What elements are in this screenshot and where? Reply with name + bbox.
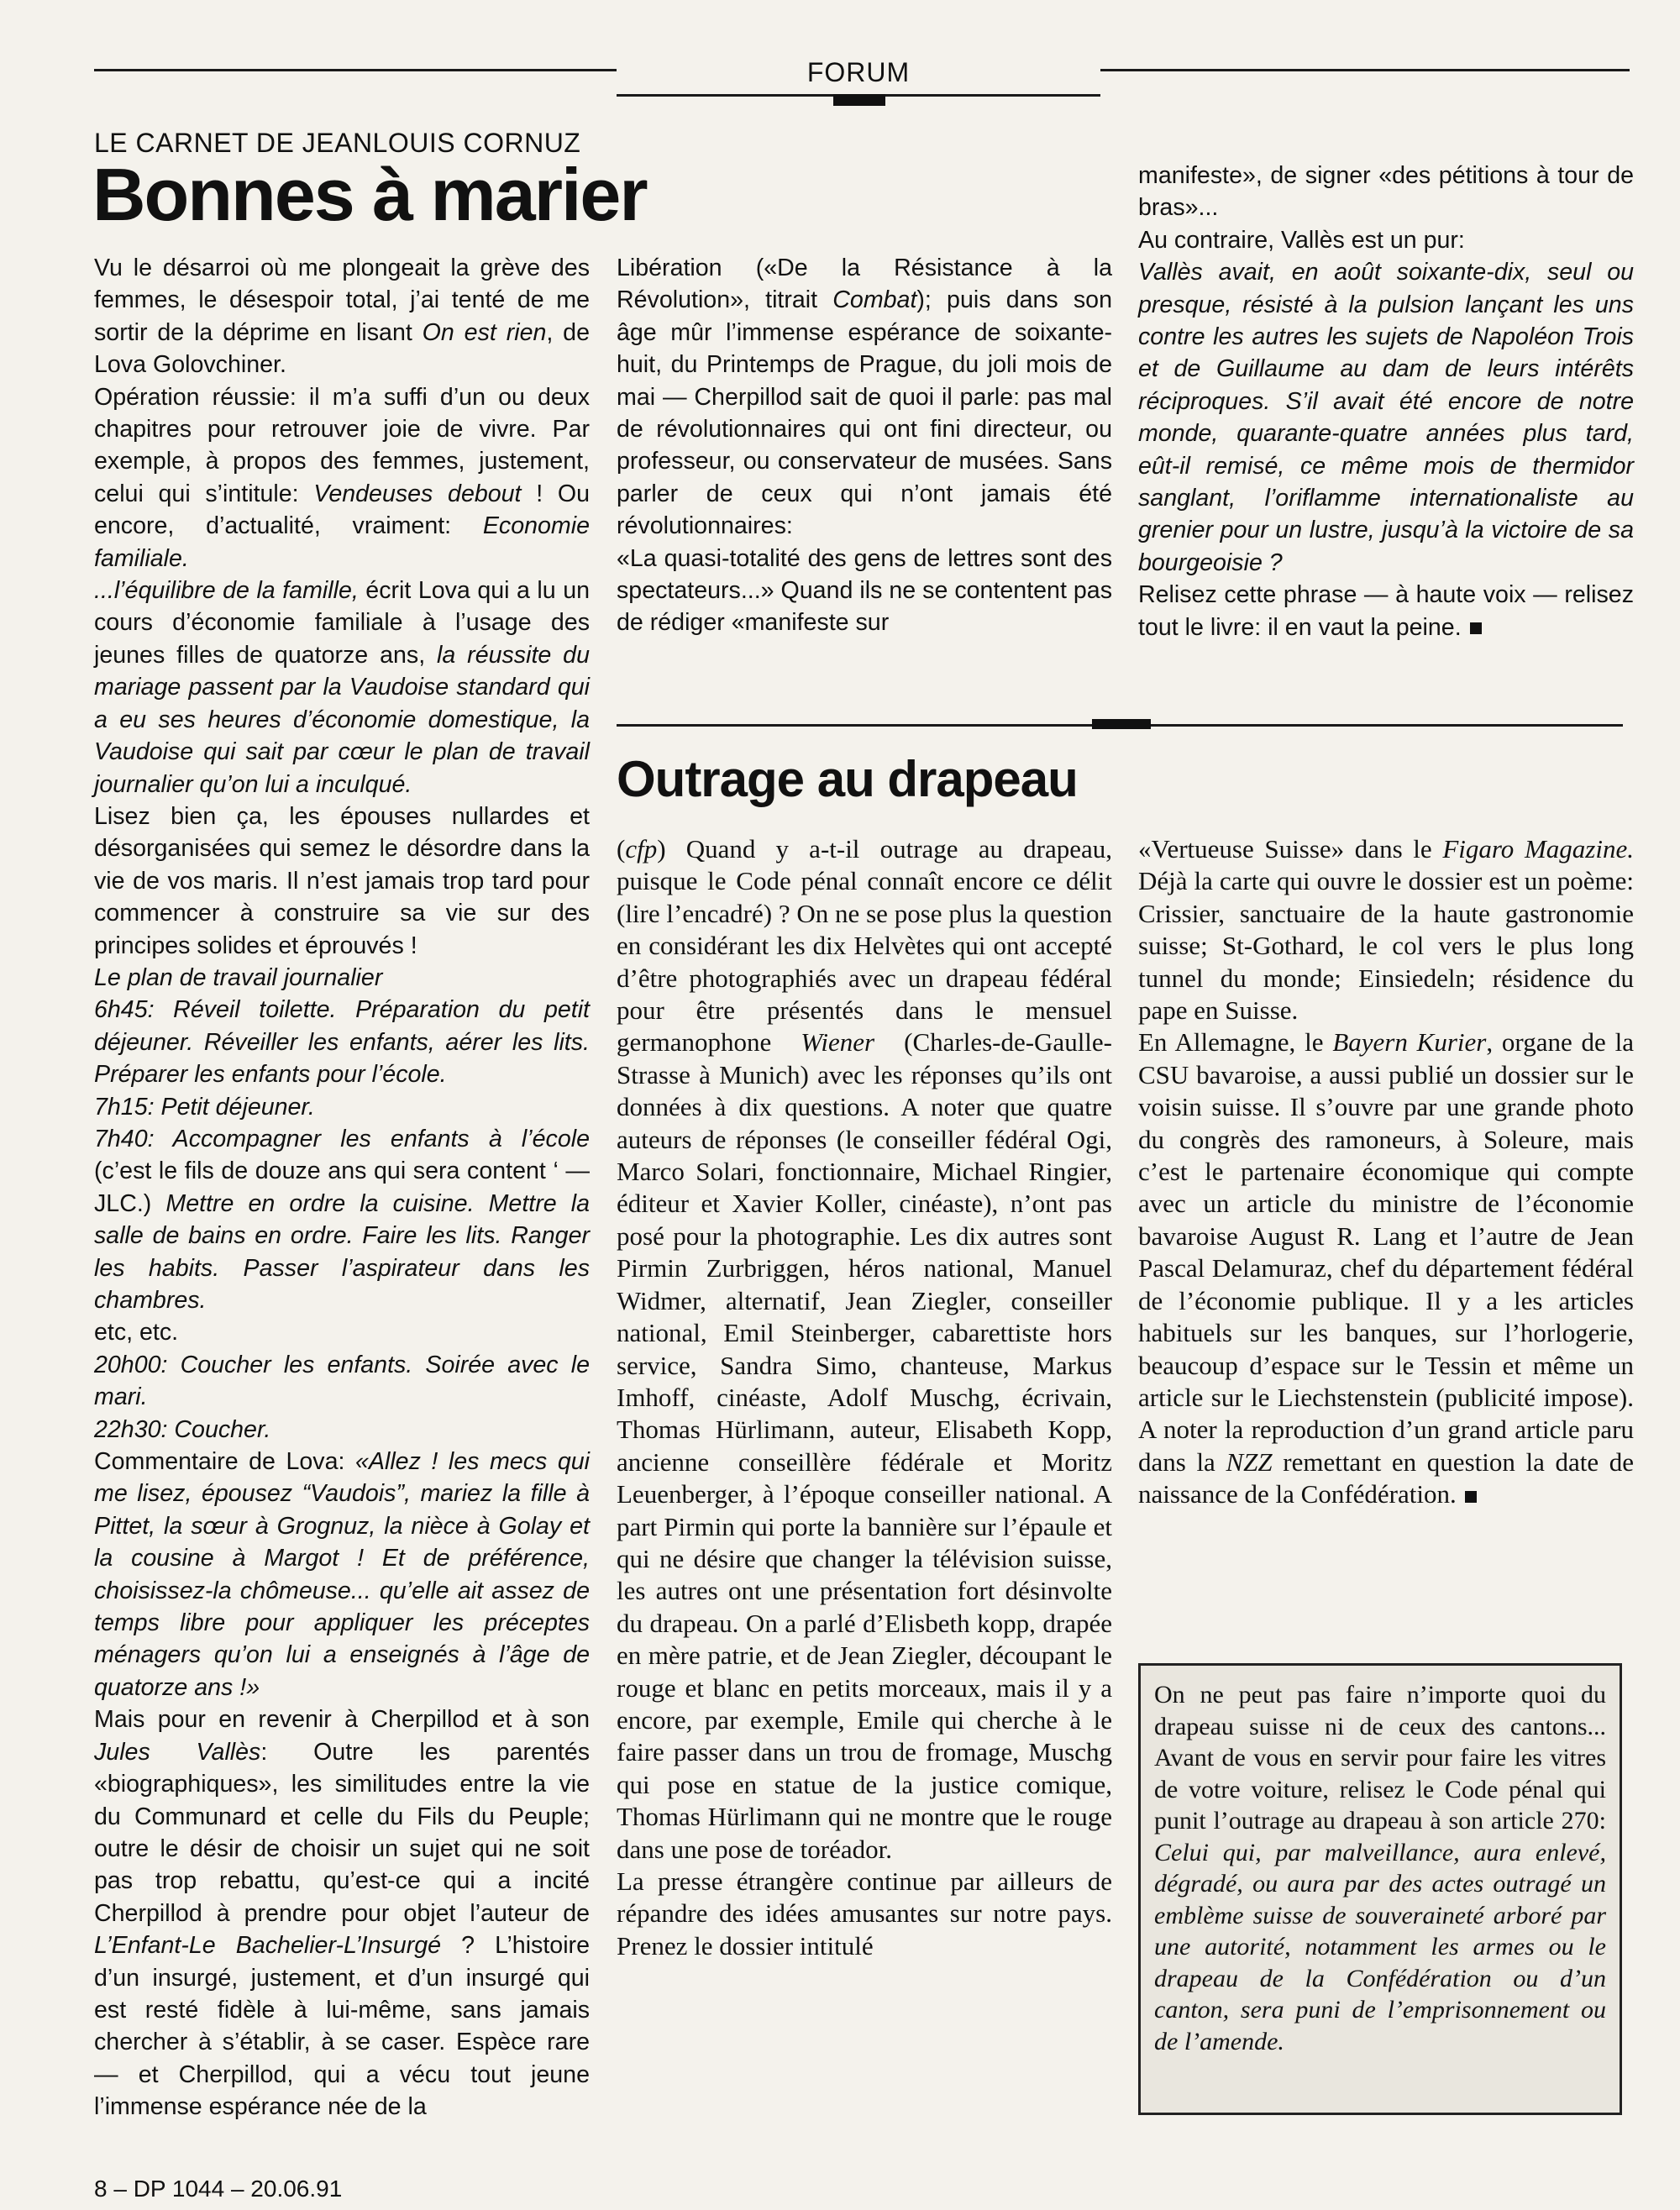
text-run: écrit Lova qui a lu un cours d’économie familiale à l’usage des jeunes filles de quatorze ans, [94,577,591,669]
text-run: 6h45: Réveil toilette. Préparation du petit déjeuner. Réveiller les enfants, aérer les lits. Préparer les enfants pour l’école. [94,996,590,1089]
section-label: FORUM [806,57,911,87]
page-footer: 8 – DP 1044 – 20.06.91 [94,2176,343,2202]
text-run: la réussite du mariage passent par la Vaudoise standard qui a eu ses heures d’économie domestique, la Vaudoise qui sait par cœur le plan de travail journalier qu’on lui a inculqué. [94,641,590,798]
text-run: On ne peut pas faire n’importe quoi du drapeau suisse ni de ceux des cantons... Avant de vous en servir pour faire les vitres de votre voiture, relisez le Code pénal qui punit l’outrage au drapeau à son article 270: [1154,1681,1606,1835]
article-title: Bonnes à marier [92,153,647,236]
text-run: 20h00: Coucher les enfants. Soirée avec le mari. [94,1351,590,1411]
text-run: 7h15: Petit déjeuner. [94,1093,315,1121]
text-run: Commentaire de Lova: [94,1448,355,1476]
text-run: Celui qui, par malveillance, aura enlevé, dégradé, ou aura par des actes outragé un emblème suisse de souveraineté arboré par une autorité, notamment les armes ou le drapeau de la Confédération ou d’un canton, sera puni de l’emprisonnement ou de l’amende. [1154,1838,1606,2055]
text-run: 22h30: Coucher. [94,1415,271,1443]
text-run: Jules Vallès [94,1738,261,1766]
text-run: Figaro Magazine. [1442,834,1634,864]
text-run: Relisez cette phrase — à haute voix — relisez tout le livre: il en vaut la peine. [1138,581,1634,641]
article2-column-1 [617,833,1112,2152]
text-run: manifeste», de signer «des pétitions à tour de bras»... [1138,162,1634,222]
text-run: Au contraire, Vallès est un pur: [1138,226,1465,254]
sidebar-box [1138,1663,1622,2115]
text-run: ...l’équilibre de la famille, [94,577,359,605]
text-run: (Charles-de-Gaulle-Strasse à Munich) avec les réponses qu’ils ont données à dix questions. A noter que quatre auteurs de réponses (le conseiller fédéral Ogi, Marco Solari, fonctionnaire, Michael Ringier, éditeur et Xavier Koller, cinéaste), n’ont pas posé pour la photographie. Les dix autres sont Pirmin Zurbriggen, héros national, Manuel Widmer, alternatif, Jean Ziegler, conseiller national, Emil Steinberger, cabarettiste hors service, Sandra Simo, chanteuse, Markus Imhoff, cinéaste, Adolf Muschg, écrivain, Thomas Hürlimann, auteur, Elisabeth Kopp, ancienne conseillère fédérale et Moritz Leuenberger, à l’époque conseiller national. A part Pirmin qui porte la bannière sur l’épaule et qui ne désire que changer la télévision suisse, les autres ont une présentation fort désinvolte du drapeau. On a parlé d’Elisbeth kopp, drapée en mère patrie, et de Jean Ziegler, découpant le rouge et blanc en petits morceaux, mais il y a encore, par exemple, Emile qui cherche à le faire passer dans un trou de fromage, Muschg qui pose en statue de la justice comique, Thomas Hürlimann qui ne montre que le rouge dans une pose de toréador. [617,1027,1112,1864]
text-run: Mettre en ordre la cuisine. Mettre la salle de bains en ordre. Faire les lits. Ranger les habits. Passer l’aspirateur dans les chambres. [94,1189,590,1314]
text-run: La presse étrangère continue par ailleurs de répandre des idées amusantes sur notre pays. Prenez le dossier intitulé [617,1866,1112,1961]
end-mark [1470,622,1482,634]
text-run: Opération réussie: il m’a suffi d’un ou deux chapitres pour retrouver joie de vivre. Par exemple, à propos des femmes, justement, celui qui s’intitule: [94,383,590,507]
text-run: : Outre les parentés «biographiques», les similitudes entre la vie du Communard et celle du Fils du Peuple; outre le désir de choisir un sujet qui ne soit pas trop rebattu, qu’est-ce qui a incité Cherpillod à prendre pour objet l’auteur de [94,1738,590,1927]
text-run: ? L’histoire d’un insurgé, justement, et d’un insurgé qui est resté fidèle à lui-même, sans jamais chercher à s’établir, à se caser. Espèce rare — et Cherpillod, qui a vécu tout jeune l’immense espérance née de la [94,1932,590,2121]
article1-column-3 [1138,160,1634,647]
text-run: En Allemagne, le [1138,1027,1333,1058]
article-kicker: LE CARNET DE JEANLOUIS CORNUZ [94,128,581,158]
text-run: «La quasi-totalité des gens de lettres sont des spectateurs...» Quand ils ne se contentent pas de rédiger «manifeste sur [617,544,1112,637]
text-run: 7h40: Accompagner les enfants à l’école [94,1125,590,1152]
article1-column-2 [617,252,1112,638]
text-run: NZZ [1226,1446,1273,1477]
article2-title: Outrage au drapeau [617,751,1078,807]
text-run: Combat [832,286,917,314]
text-run: remettant en question la date de naissance de la Confédération. [1138,1446,1634,1509]
end-mark [1465,1491,1477,1503]
text-run: ( [617,834,626,864]
text-run: Lisez bien ça, les épouses nullardes et désorganisées qui semez le désordre dans la vie de vos maris. Il n’est jamais trop tard pour commencer à construire sa vie sur des principes solides et éprouvés ! [94,802,590,959]
header-marker [833,94,885,106]
header-rule-left [94,69,617,71]
text-run: L’Enfant-Le Bachelier-L’Insurgé [94,1932,442,1960]
text-run: «Allez ! les mecs qui me lisez, épousez “Vaudois”, mariez la fille à Pittet, la sœur à Grognuz, la nièce à Golay et la cousine à Margot ! Et de préférence, choisissez-la chômeuse... qu’elle ait assez de temps libre pour appliquer les préceptes ménagers qu’on lui a enseignés à l’âge de quatorze ans !» [94,1448,590,1701]
article2-column-2 [1138,833,1634,1640]
text-run: Libération («De la Résistance à la Révolution», titrait [617,255,1112,314]
text-run: Wiener [801,1027,875,1058]
text-run: cfp [625,834,658,864]
text-run: Vendeuses debout [313,480,522,507]
text-run: «Vertueuse Suisse» dans le [1138,834,1443,864]
text-run: Déjà la carte qui ouvre le dossier est un poème: Crissier, sanctuaire de la haute gastronomie suisse; St-Gothard, le col vers le plus long tunnel du monde; Einsiedeln; résidence du pape en Suisse. [1138,866,1634,1026]
text-run: Economie familiale. [94,512,590,572]
text-run: Bayern Kurier [1332,1027,1487,1058]
text-run: , organe de la CSU bavaroise, a aussi publié un dossier sur le voisin suisse. Il s’ouvre par une grande photo du congrès des ramoneurs, à Soleure, mais c’est le partenaire économique qui compte avec un article du ministre de l’économie bavaroise August R. Lang et l’autre de Jean Pascal Delamuraz, chef du département fédéral de l’économie publique. Il y a les articles habituels sur les banques, sur l’horlogerie, beaucoup d’espace sur le Tessin et même un article sur le Liechstenstein (publicité impose). A noter la reproduction d’un grand article paru dans la [1138,1027,1634,1477]
text-run: , de Lova Golovchiner. [94,318,590,379]
header-rule-right [1100,69,1630,71]
text-run: (c’est le fils de douze ans qui sera content ‘ — JLC.) [94,1157,590,1217]
text-run: Vu le désarroi où me plongeait la grève des femmes, le désespoir total, j’ai tenté de me sortir de la déprime en lisant [94,255,590,346]
text-run: ) Quand y a-t-il outrage au drapeau, puisque le Code pénal connaît encore ce délit (lire l’encadré) ? On ne se pose plus la question en considérant les dix Helvètes qui ont accepté d’être photographiés avec un drapeau fédéral pour être présentés dans le mensuel germanophone [617,834,1112,1058]
text-run: ); puis dans son âge mûr l’immense espérance de soixante-huit, du Printemps de Prague, du joli mois de mai — Cherpillod sait de quoi il parle: pas mal de révolutionnaires qui ont fini directeur, ou professeur, ou conservateur de musées. Sans parler de ceux qui n’ont jamais été révolutionnaires: [617,286,1112,540]
text-run: On est rien [422,318,547,346]
text-run: ! Ou encore, d’actualité, vraiment: [94,480,591,540]
article1-column-1 [94,252,590,2142]
divider-marker [1092,719,1151,729]
text-run: Mais pour en revenir à Cherpillod et à son [94,1706,590,1734]
text-run: etc, etc. [94,1319,179,1346]
text-run: Le plan de travail journalier [94,963,383,991]
text-run: Vallès avait, en août soixante-dix, seul ou presque, résisté à la pulsion lançant les uns contre les autres les sujets de Napoléon Trois et de Guillaume au dam de leurs intérêts réciproques. S’il avait été encore de notre monde, quarante-quatre années plus tard, eût-il remisé, ce même mois de thermidor sanglant, l’oriflamme internationaliste au grenier pour un lustre, jusqu’à la victoire de sa bourgeoisie ? [1138,259,1634,576]
